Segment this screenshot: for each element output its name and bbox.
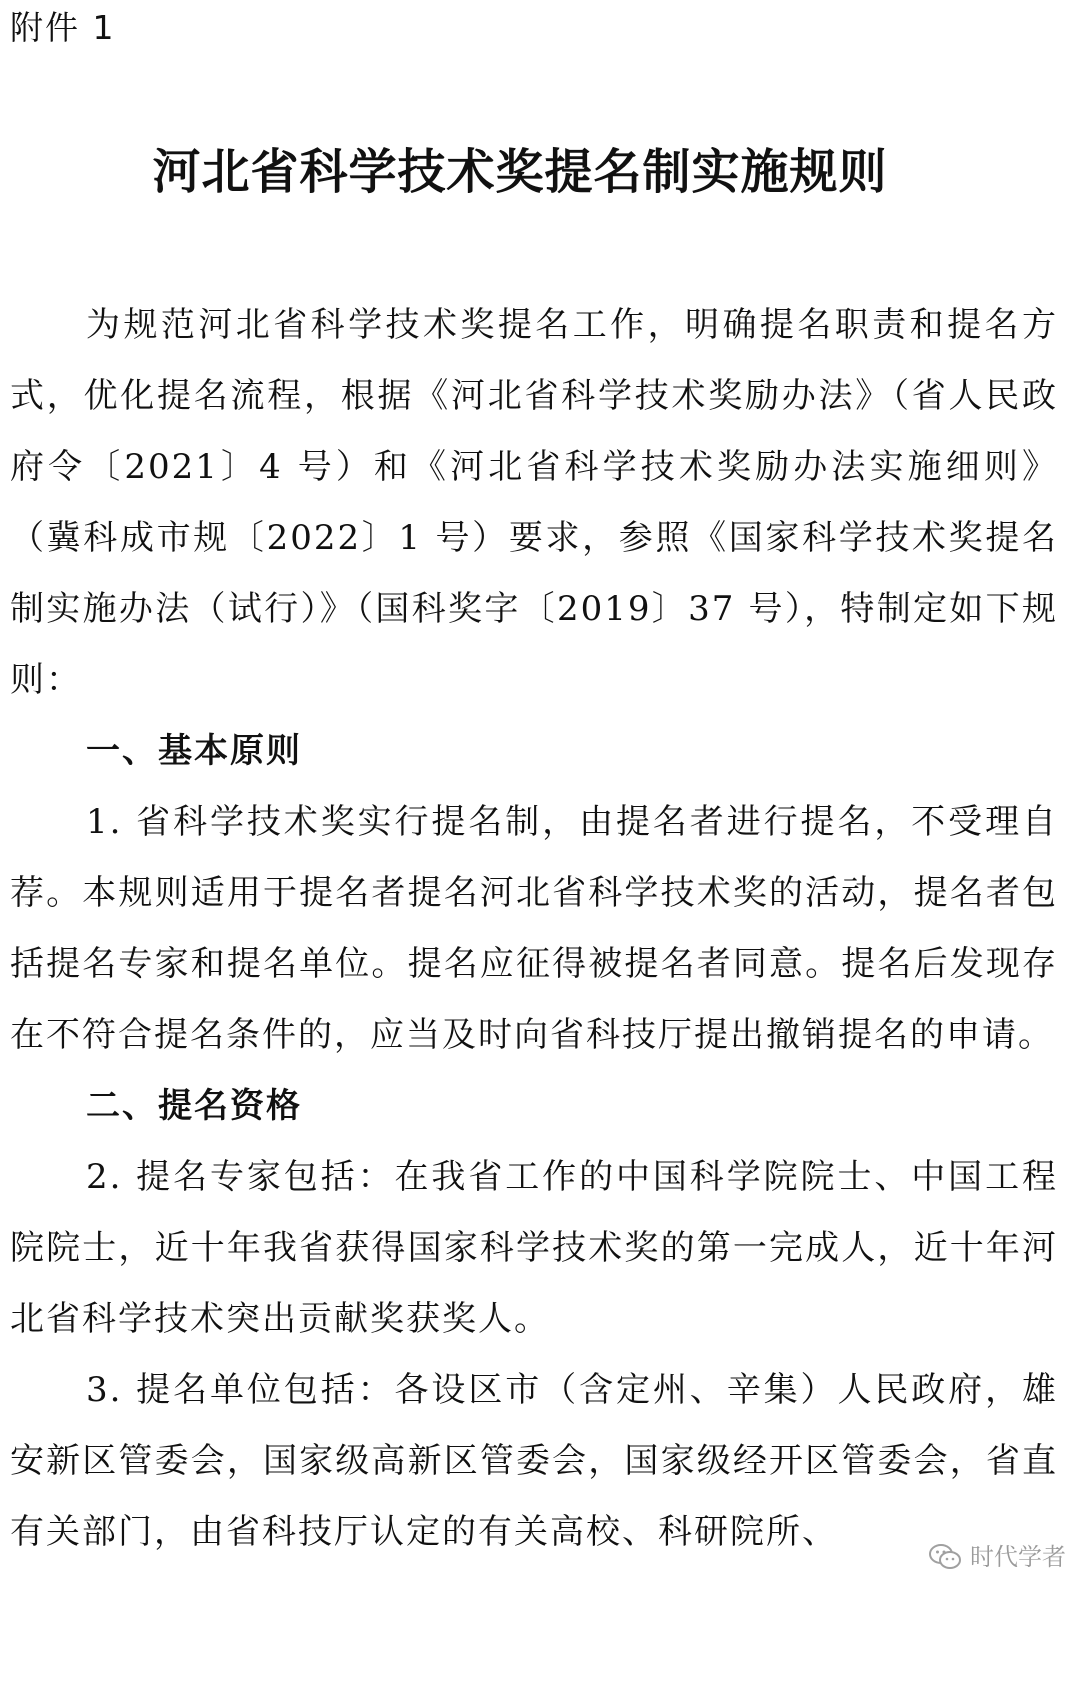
document-body	[10, 290, 1058, 1568]
wechat-icon	[928, 1543, 962, 1571]
watermark-text: 时代学者	[970, 1543, 1066, 1571]
watermark	[928, 1541, 1066, 1573]
intro-paragraph: 为规范河北省科学技术奖提名工作，明确提名职责和提名方式，优化提名流程，根据《河北省科学技术奖励办法》（省人民政府令〔2021〕4 号）和《河北省科学技术奖励办法实施细则》（冀科成市规〔2022〕1 号）要求，参照《国家科学技术奖提名制实施办法（试行）》（国科奖字〔2019〕37 号），特制定如下规则：	[10, 305, 1058, 700]
section-heading-nomination-qualification: 二、提名资格	[86, 1086, 302, 1126]
document-title: 河北省科学技术奖提名制实施规则	[152, 144, 888, 200]
article-3-paragraph: 3. 提名单位包括：各设区市（含定州、辛集）人民政府，雄安新区管委会，国家级高新区管委会，国家级经开区管委会，省直有关部门，由省科技厅认定的有关高校、科研院所、	[10, 1370, 1058, 1552]
article-1-paragraph: 1. 省科学技术奖实行提名制，由提名者进行提名，不受理自荐。本规则适用于提名者提名河北省科学技术奖的活动，提名者包括提名专家和提名单位。提名应征得被提名者同意。提名后发现存在不符合提名条件的，应当及时向省科技厅提出撤销提名的申请。	[10, 802, 1058, 1055]
article-2-paragraph: 2. 提名专家包括：在我省工作的中国科学院院士、中国工程院院士，近十年我省获得国家科学技术奖的第一完成人，近十年河北省科学技术突出贡献奖获奖人。	[10, 1157, 1058, 1339]
section-heading-basic-principles: 一、基本原则	[86, 731, 302, 771]
attachment-label: 附件 1	[10, 8, 116, 47]
